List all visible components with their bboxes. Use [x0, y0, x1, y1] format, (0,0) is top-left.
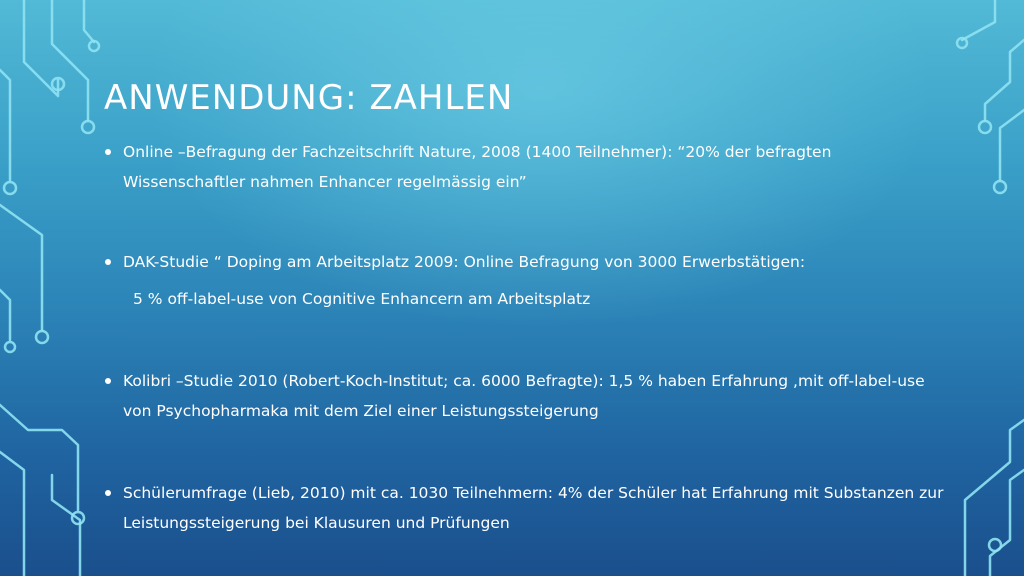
circuit-node — [989, 539, 1001, 551]
bullet-subtext: 5 % off-label-use von Cognitive Enhancern am Arbeitsplatz — [133, 290, 591, 308]
circuit-line — [962, 0, 995, 40]
circuit-node — [4, 182, 16, 194]
slide-title: ANWENDUNG: ZAHLEN — [104, 78, 514, 118]
bullet-item — [104, 247, 954, 314]
bullet-text: Kolibri –Studie 2010 (Robert-Koch-Institut; ca. 6000 Befragte): 1,5 % haben Erfahrung ,mit off-label-use von Psychopharmaka mit dem Ziel einer Leistungssteigerung — [123, 372, 925, 420]
bullet-dot-icon — [105, 259, 111, 265]
circuit-line — [990, 470, 1024, 576]
circuit-node — [5, 342, 15, 352]
circuit-line — [52, 0, 88, 120]
bullet-text: DAK-Studie “ Doping am Arbeitsplatz 2009: Online Befragung von 3000 Erwerbstätigen: — [123, 253, 806, 271]
bullet-dot-icon — [105, 490, 111, 496]
circuit-line — [0, 70, 10, 180]
circuit-line — [1000, 110, 1024, 180]
bullet-item — [104, 137, 954, 197]
circuit-node — [36, 331, 48, 343]
bullet-text: Schülerumfrage (Lieb, 2010) mit ca. 1030 Teilnehmern: 4% der Schüler hat Erfahrung mit Substanzen zur Leistungssteigerung bei Klausuren und Prüfungen — [123, 484, 944, 532]
circuit-line — [0, 405, 78, 510]
bullet-dot-icon — [105, 378, 111, 384]
circuit-line — [0, 452, 24, 576]
bullet-dot-icon — [105, 149, 111, 155]
bullet-list — [104, 137, 954, 538]
circuit-line — [985, 40, 1024, 120]
circuit-line — [0, 290, 10, 340]
bullet-text: Online –Befragung der Fachzeitschrift Nature, 2008 (1400 Teilnehmer): “20% der befragten Wissenschaftler nahmen Enhancer regelmässig ein” — [123, 143, 832, 191]
circuit-line — [0, 205, 42, 330]
circuit-node — [82, 121, 94, 133]
circuit-node — [994, 181, 1006, 193]
circuit-line — [52, 475, 80, 576]
bullet-item — [104, 478, 954, 538]
bullet-item — [104, 366, 954, 426]
circuit-node — [979, 121, 991, 133]
circuit-line — [84, 0, 94, 42]
